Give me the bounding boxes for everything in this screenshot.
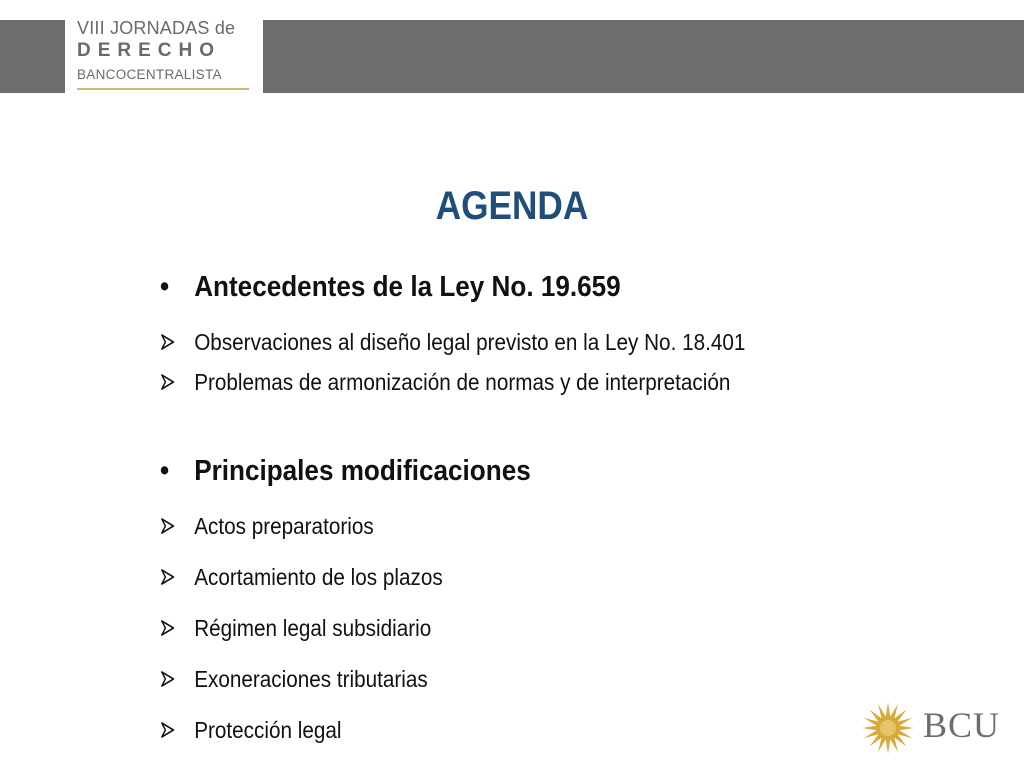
- list-item-text: Actos preparatorios: [194, 513, 374, 539]
- event-logo: [65, 0, 263, 95]
- bcu-logo-text: BCU: [923, 705, 1001, 745]
- bcu-logo: [860, 700, 1010, 756]
- list-item-text: Acortamiento de los plazos: [194, 564, 443, 590]
- arrow-bullet-icon: [160, 565, 194, 592]
- arrow-bullet-icon: [160, 330, 194, 357]
- slide-title: AGENDA: [435, 184, 589, 228]
- list-item: [160, 369, 730, 397]
- arrow-bullet-icon: [160, 616, 194, 643]
- logo-line-3: BANCOCENTRALISTA: [77, 67, 222, 82]
- logo-underline: [77, 88, 249, 90]
- list-item: [160, 329, 745, 357]
- logo-line-2: DERECHO: [77, 40, 222, 61]
- list-item-text: Problemas de armonización de normas y de interpretación: [194, 369, 731, 395]
- list-item: [160, 513, 374, 541]
- arrow-bullet-icon: [160, 667, 194, 694]
- list-item-text: Exoneraciones tributarias: [194, 666, 428, 692]
- list-item: [160, 615, 431, 643]
- logo-line-1: VIII JORNADAS de: [77, 18, 236, 38]
- section-heading: [160, 271, 621, 304]
- section-heading-text: Principales modificaciones: [194, 455, 531, 487]
- arrow-bullet-icon: [160, 718, 194, 745]
- bullet-icon: •: [160, 271, 170, 303]
- arrow-bullet-icon: [160, 514, 194, 541]
- list-item-text: Observaciones al diseño legal previsto en la Ley No. 18.401: [194, 329, 746, 355]
- section-heading-text: Antecedentes de la Ley No. 19.659: [194, 271, 621, 303]
- sun-icon: [860, 700, 916, 756]
- list-item: [160, 717, 341, 745]
- list-item: [160, 666, 428, 694]
- list-item-text: Protección legal: [194, 717, 342, 743]
- section-heading: [160, 455, 531, 488]
- list-item: [160, 564, 443, 592]
- arrow-bullet-icon: [160, 370, 194, 397]
- bullet-icon: •: [160, 455, 170, 487]
- list-item-text: Régimen legal subsidiario: [194, 615, 432, 641]
